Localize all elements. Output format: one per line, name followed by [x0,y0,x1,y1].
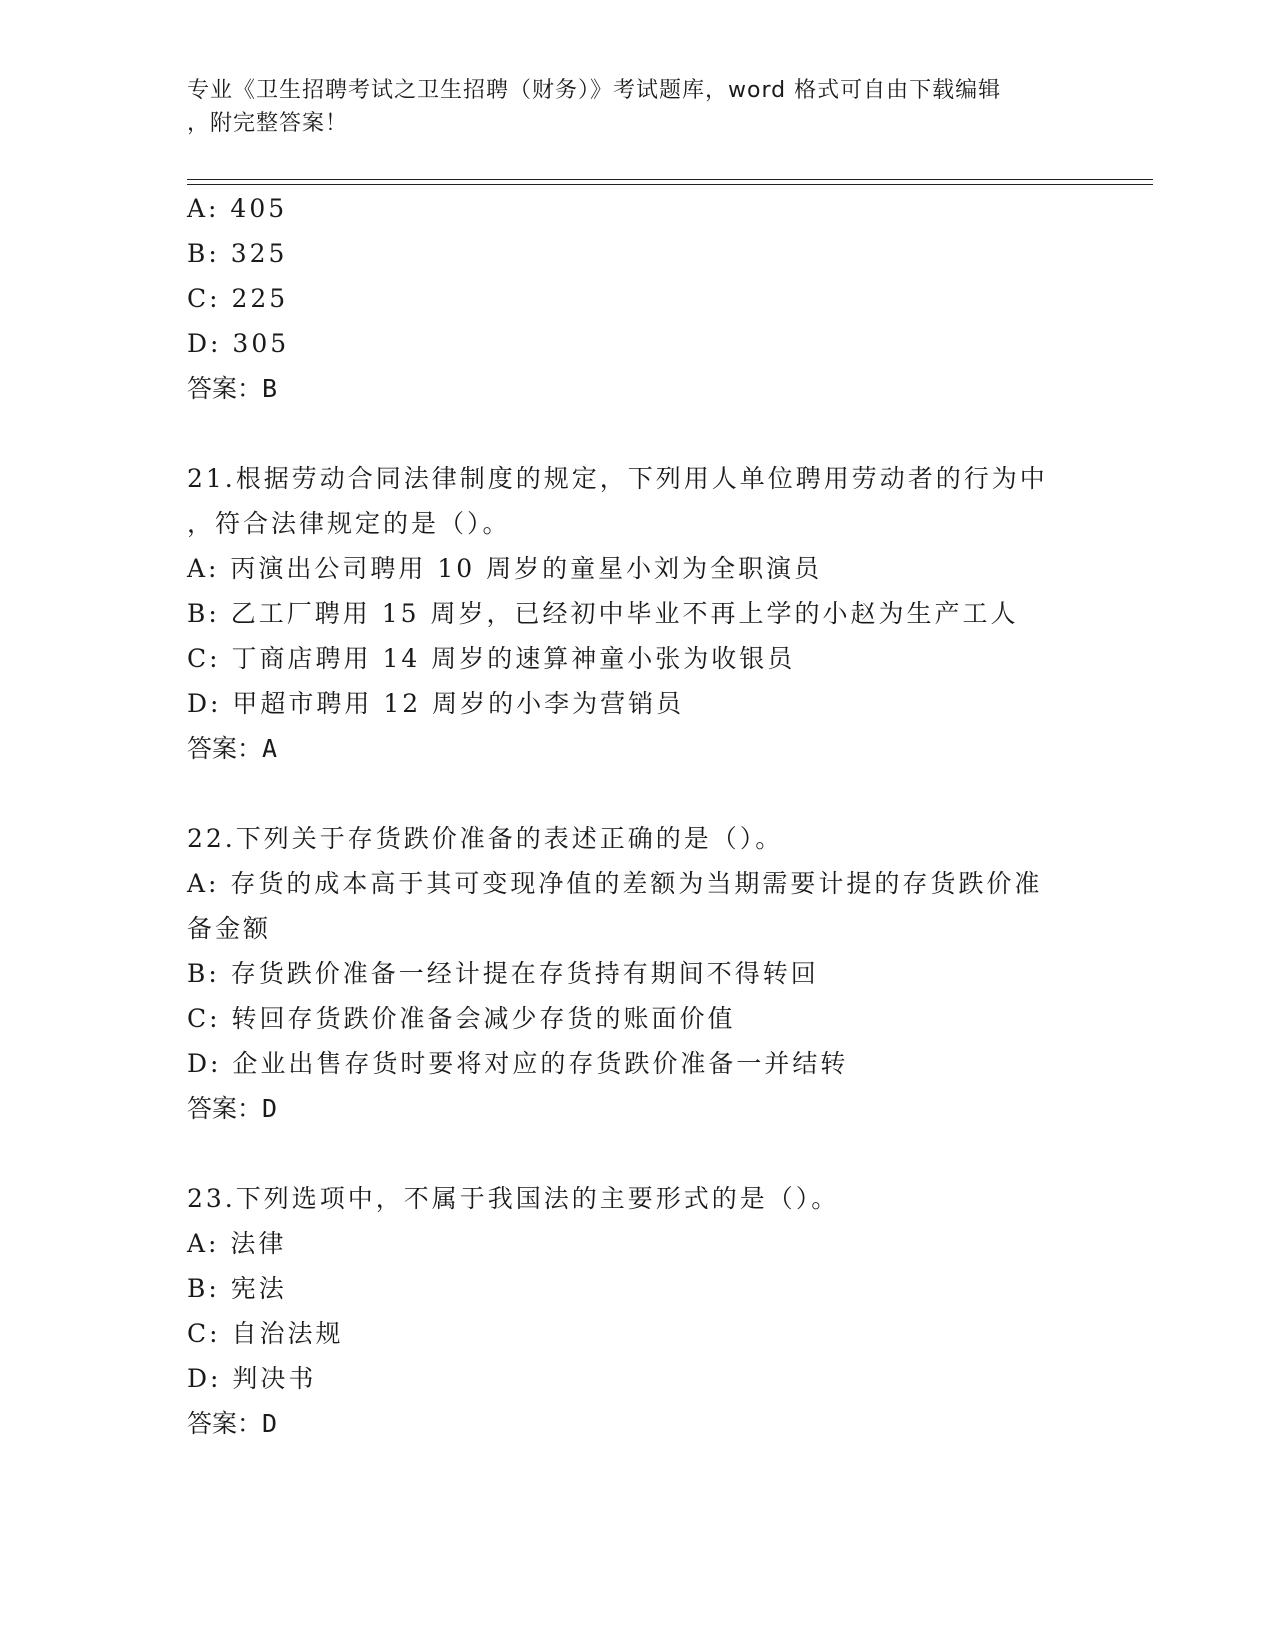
question-stem: 21.根据劳动合同法律制度的规定，下列用人单位聘用劳动者的行为中 [187,464,1048,493]
answer-label: 答案： [187,734,263,763]
answer-value: B [262,374,278,403]
question-stem: 22.下列关于存货跌价准备的表述正确的是（）。 [187,824,784,853]
option-b: B: 乙工厂聘用 15 周岁，已经初中毕业不再上学的小赵为生产工人 [187,599,1019,628]
option-d: D: 企业出售存货时要将对应的存货跌价准备一并结转 [187,1049,849,1078]
option-b: B: 325 [187,239,288,268]
header-divider-top [187,179,1153,180]
option-c: C: 自治法规 [187,1319,344,1348]
option-a: A: 405 [187,194,288,223]
option-d: D: 甲超市聘用 12 周岁的小李为营销员 [187,689,685,718]
answer-label: 答案： [187,1094,263,1123]
answer-line [187,1094,277,1124]
option-c: C: 225 [187,284,289,313]
option-c: C: 丁商店聘用 14 周岁的速算神童小张为收银员 [187,644,796,673]
header-line-2: ，附完整答案！ [187,111,349,136]
answer-value: D [262,1409,278,1438]
document-header [187,74,1067,140]
answer-label: 答案： [187,1409,263,1438]
answer-line [187,1409,277,1439]
answer-line [187,734,277,764]
option-a: A: 丙演出公司聘用 10 周岁的童星小刘为全职演员 [187,554,823,583]
header-line-1: 专业《卫生招聘考试之卫生招聘（财务）》考试题库，word 格式可自由下载编辑 [187,78,1002,103]
option-d: D: 305 [187,329,290,358]
option-c: C: 转回存货跌价准备会减少存货的账面价值 [187,1004,736,1033]
option-a-continued: 备金额 [187,914,272,943]
answer-value: A [262,734,278,763]
option-b: B: 存货跌价准备一经计提在存货持有期间不得转回 [187,959,819,988]
question-stem: 23.下列选项中，不属于我国法的主要形式的是（）。 [187,1184,840,1213]
option-d: D: 判决书 [187,1364,317,1393]
option-a: A: 存货的成本高于其可变现净值的差额为当期需要计提的存货跌价准 [187,869,1043,898]
answer-value: D [262,1094,278,1123]
header-divider-bottom [187,184,1153,185]
option-a: A: 法律 [187,1229,287,1258]
question-stem-continued: ，符合法律规定的是（）。 [187,509,511,538]
option-b: B: 宪法 [187,1274,287,1303]
answer-label: 答案： [187,374,263,403]
answer-line [187,374,277,404]
